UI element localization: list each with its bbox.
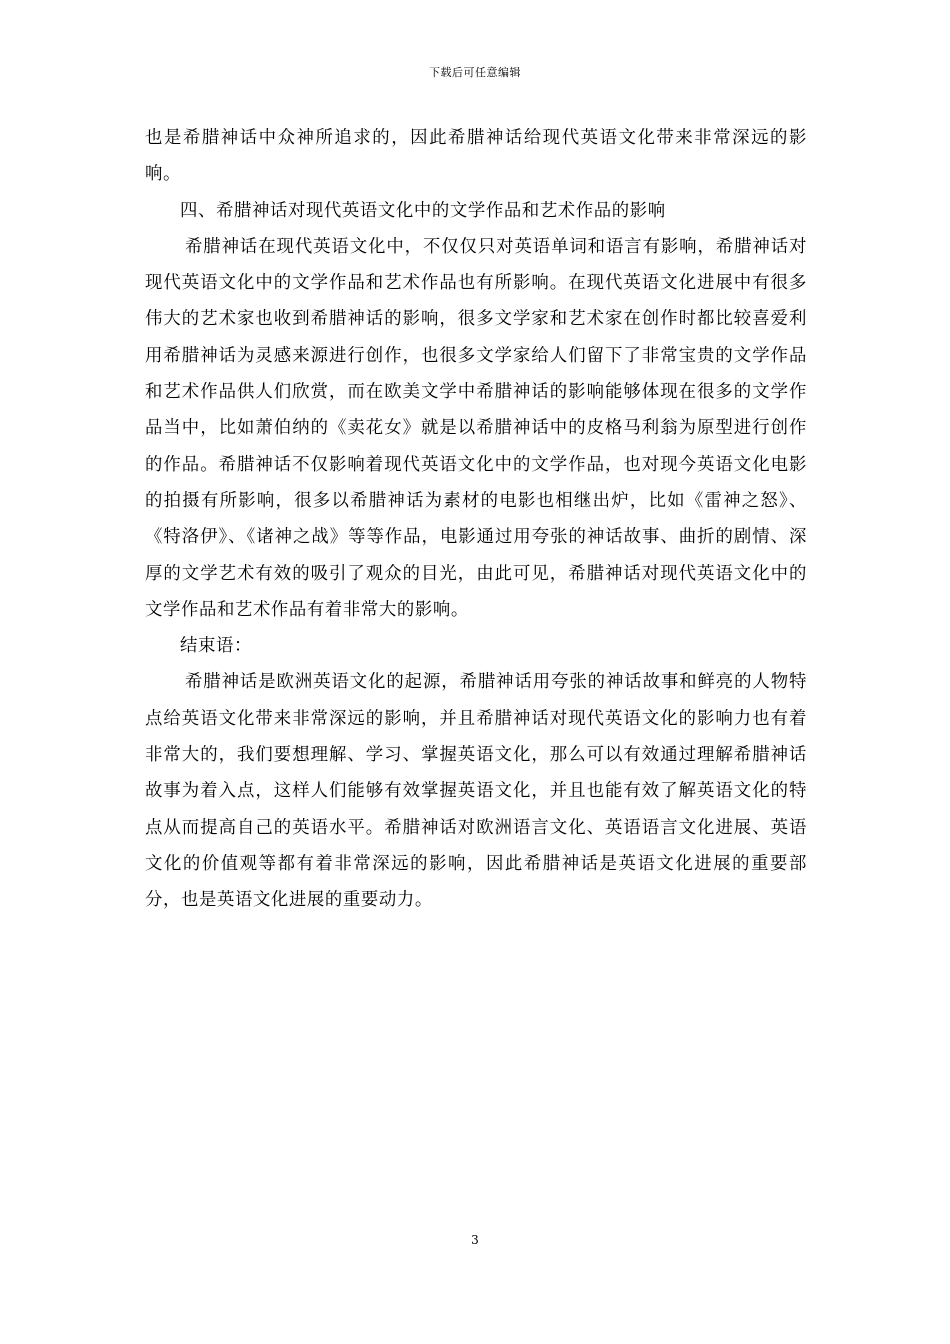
conclusion-heading: 结束语： <box>180 636 252 657</box>
page-number: 3 <box>471 1233 479 1247</box>
paragraph-greek-myth-influence: 希腊神话在现代英语文化中，不仅仅只对英语单词和语言有影响，希腊神话对现代英语文化中的文学作品和艺术作品也有所影响。在现代英语文化进展中有很多伟大的艺术家也收到希腊神话的影响，很多文学家和艺术家在创作时都比较喜爱利用希腊神话为灵感来源进行创作，也很多文学家给人们留下了非常宝贵的文学作品和艺术作品供人们欣赏，而在欧美文学中希腊神话的影响能够体现在很多的文学作品当中，比如萧伯纳的《卖花女》就是以希腊神话中的皮格马利翁为原型进行创作的作品。希腊神话不仅影响着现代英语文化中的文学作品，也对现今英语文化电影的拍摄有所影响，很多以希腊神话为素材的电影也相继出炉，比如《雷神之怒》、《特洛伊》、《诸神之战》等等作品，电影通过用夸张的神话故事、曲折的剧情、深厚的文学艺术有效的吸引了观众的目光，由此可见，希腊神话对现代英语文化中的文学作品和艺术作品有着非常大的影响。 <box>145 236 807 620</box>
paragraph-conclusion: 希腊神话是欧洲英语文化的起源，希腊神话用夸张的神话故事和鲜亮的人物特点给英语文化带来非常深远的影响，并且希腊神话对现代英语文化的影响力也有着非常大的，我们要想理解、学习、掌握英语文化，那么可以有效通过理解希腊神话故事为着入点，这样人们能够有效掌握英语文化，并且也能有效了解英语文化的特点从而提高自己的英语水平。希腊神话对欧洲语言文化、英语语言文化进展、英语文化的价值观等都有着非常深远的影响，因此希腊神话是英语文化进展的重要部分，也是英语文化进展的重要动力。 <box>145 672 807 911</box>
document-body <box>145 120 807 919</box>
paragraph-continuation: 也是希腊神话中众神所追求的，因此希腊神话给现代英语文化带来非常深远的影响。 <box>145 128 807 185</box>
section-heading-four: 四、希腊神话对现代英语文化中的文学作品和艺术作品的影响 <box>180 200 666 221</box>
page-header: 下载后可任意编辑 <box>429 66 521 79</box>
